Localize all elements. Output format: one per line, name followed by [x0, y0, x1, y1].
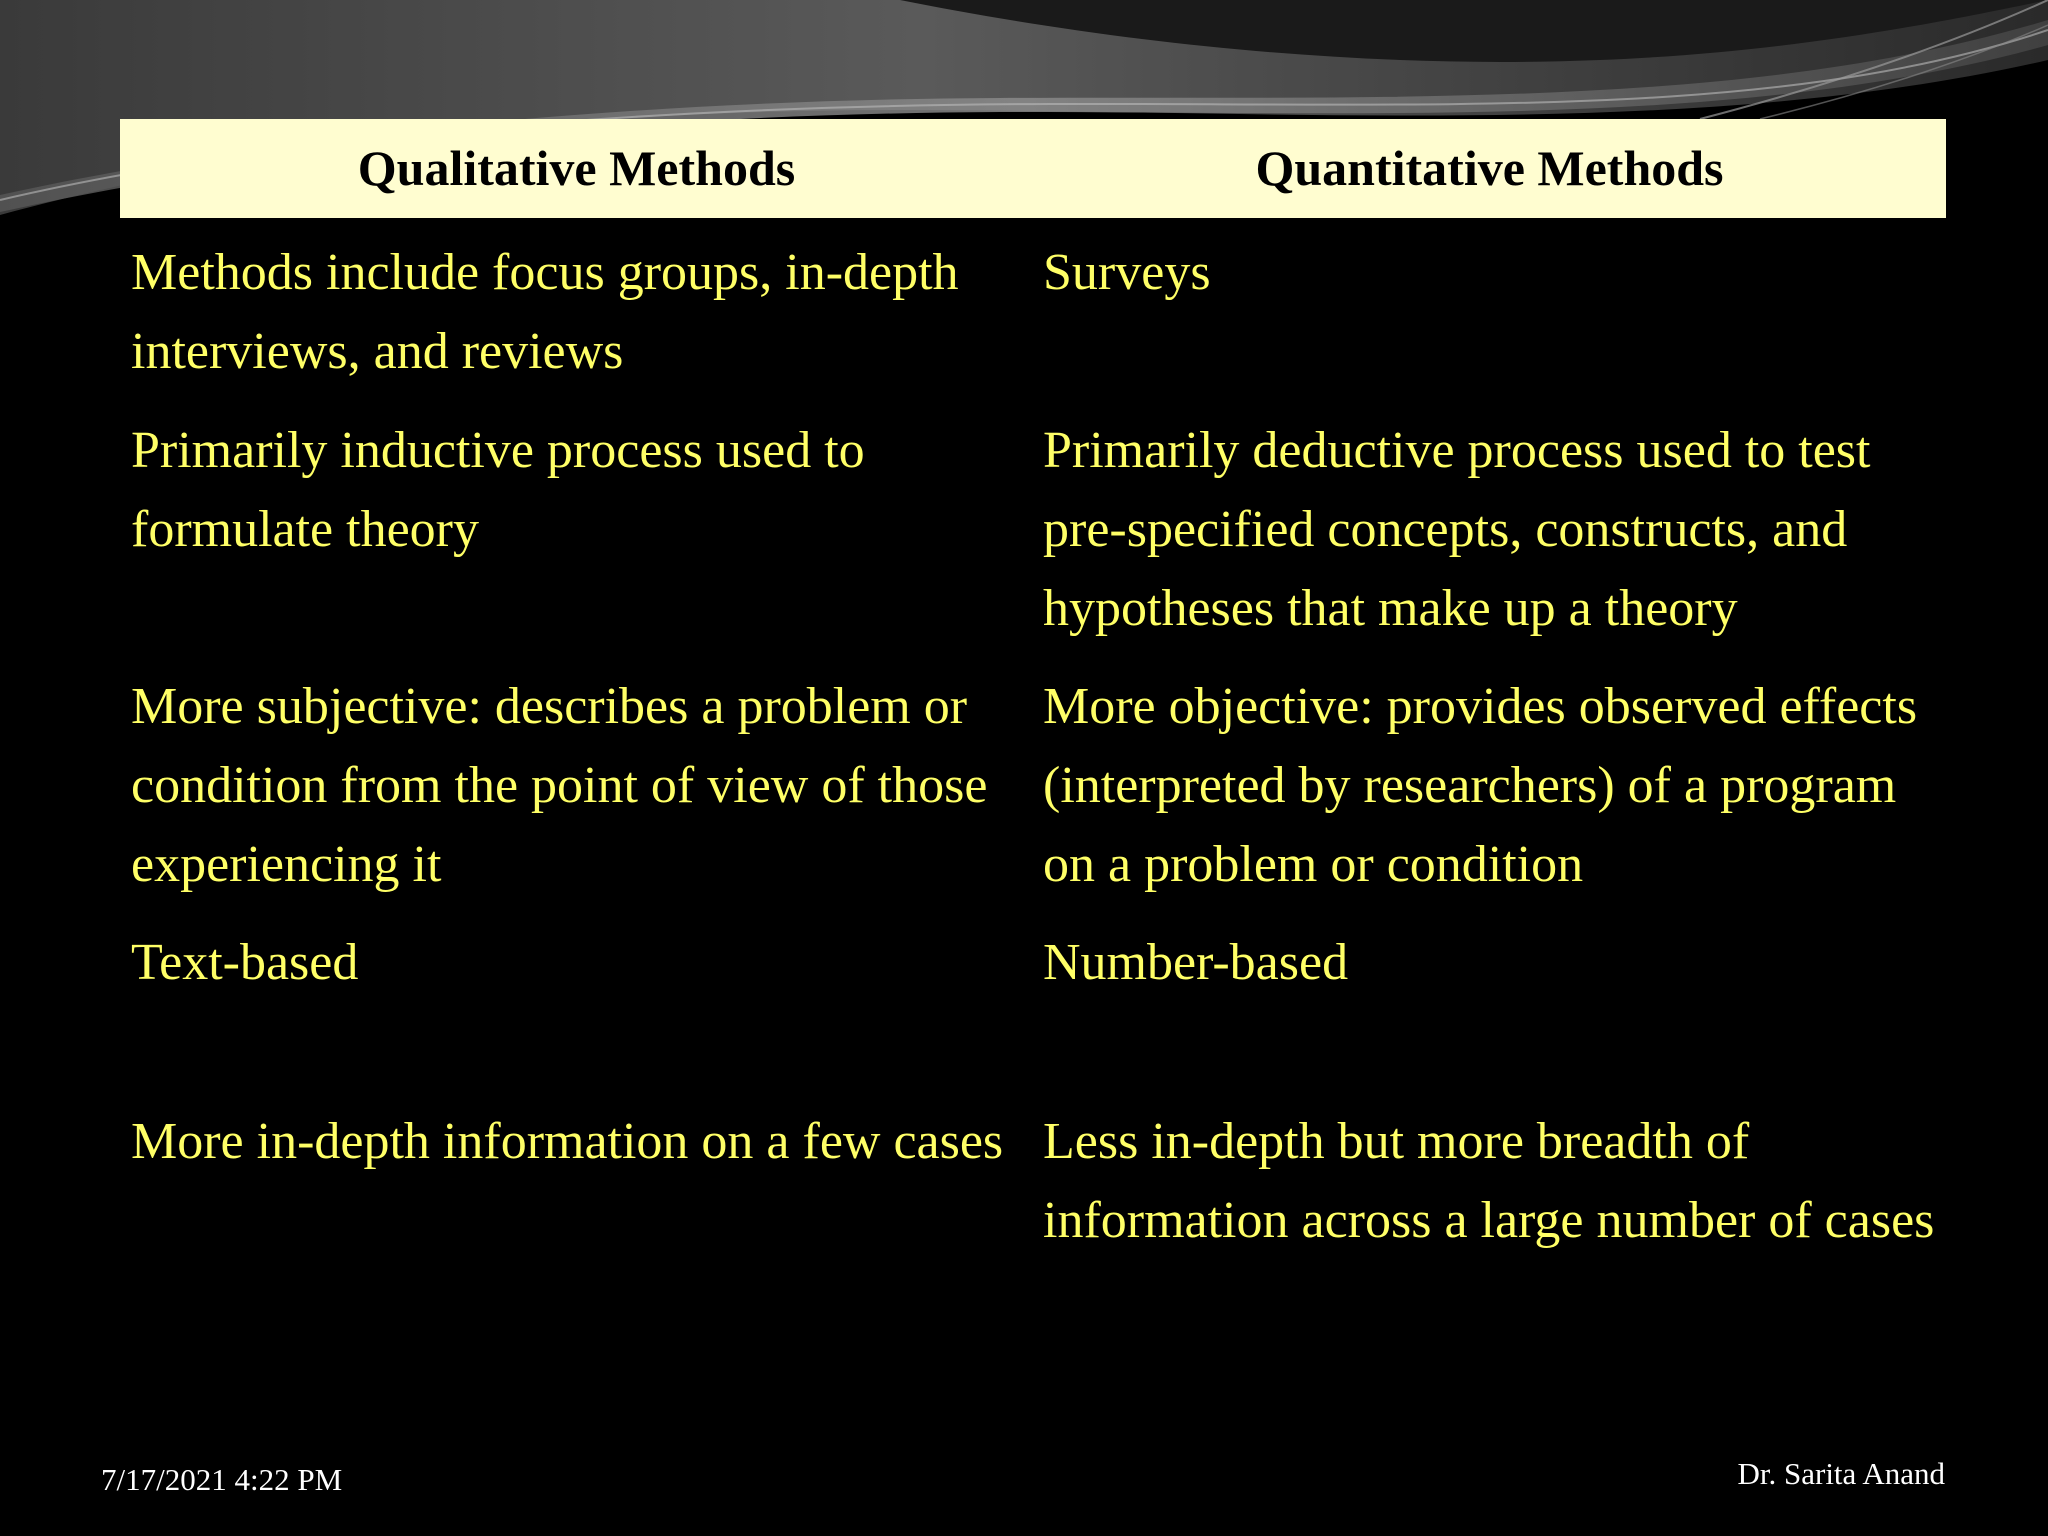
quantitative-row-3: More objective: provides observed effects (interpreted by researchers) of a program on a problem or condition: [1043, 678, 1918, 893]
qualitative-row-4: Text-based: [131, 934, 359, 991]
quantitative-row-4: Number-based: [1043, 934, 1349, 991]
table-header-row: [120, 119, 1946, 218]
quantitative-row-1: Surveys: [1043, 244, 1211, 301]
qualitative-row-5: More in-depth information on a few cases: [131, 1113, 1004, 1170]
footer-author: Dr. Sarita Anand: [1737, 1456, 1945, 1491]
header-quantitative: Quantitative Methods: [1255, 140, 1724, 196]
header-qualitative: Qualitative Methods: [357, 140, 796, 196]
quantitative-row-5: Less in-depth but more breadth of information across a large number of cases: [1043, 1113, 1935, 1249]
footer-date: 7/17/2021 4:22 PM: [101, 1462, 343, 1497]
qualitative-row-1: Methods include focus groups, in-depth interviews, and reviews: [131, 244, 959, 380]
quantitative-row-2: Primarily deductive process used to test pre-specified concepts, constructs, and hypotheses that make up a theory: [1043, 422, 1871, 637]
qualitative-row-3: More subjective: describes a problem or condition from the point of view of those experiencing it: [131, 678, 988, 893]
qualitative-row-2: Primarily inductive process used to formulate theory: [131, 422, 865, 558]
